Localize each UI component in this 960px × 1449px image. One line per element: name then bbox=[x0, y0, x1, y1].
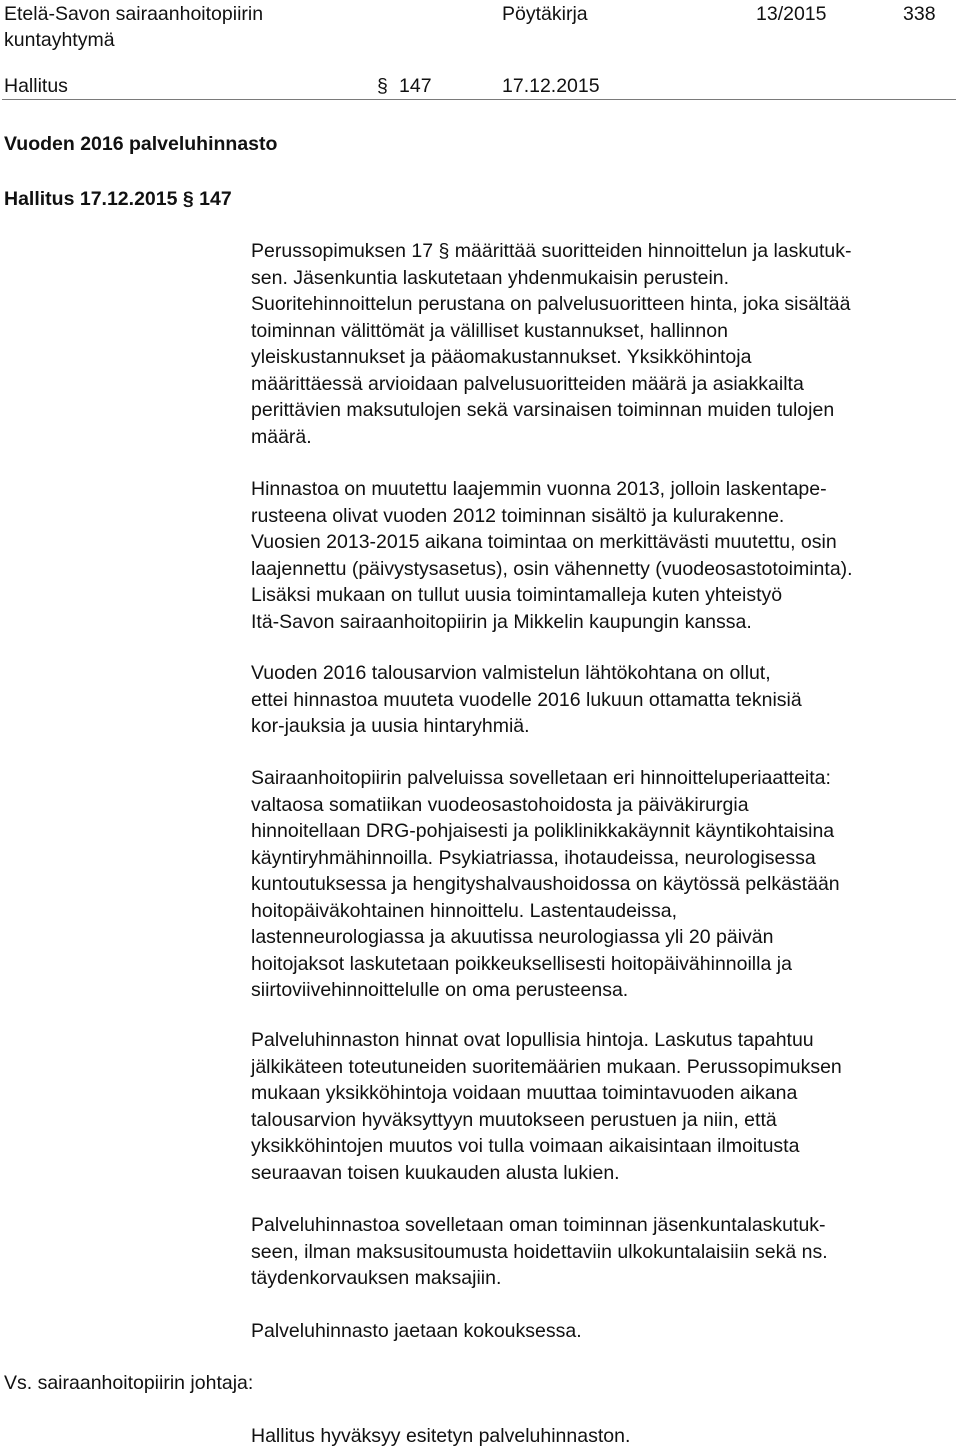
text-line: Suoritehinnoittelun perustana on palvelusuoritteen hinta, joka sisältää bbox=[251, 293, 851, 315]
paragraph-7 bbox=[251, 1318, 941, 1345]
document-number: 13/2015 bbox=[756, 3, 827, 25]
page-title: Vuoden 2016 palveluhinnasto bbox=[4, 133, 278, 155]
text-line: kor-jauksia ja uusia hintaryhmiä. bbox=[251, 715, 530, 737]
text-line: toiminnan välittömät ja välilliset kustannukset, hallinnon bbox=[251, 319, 728, 342]
text-line: Lisäksi mukaan on tullut uusia toimintamalleja kuten yhteistyö bbox=[251, 584, 783, 606]
header-divider bbox=[2, 99, 956, 100]
text-line: Vuoden 2016 talousarvion valmistelun lähtökohtana on ollut, bbox=[251, 662, 771, 684]
text-line: käyntiryhmähinnoilla. Psykiatriassa, ihotaudeissa, neurologisessa bbox=[251, 846, 816, 869]
text-line: Palveluhinnaston hinnat ovat lopullisia hintoja. Laskutus tapahtuu bbox=[251, 1029, 814, 1051]
text-line: perittävien maksutulojen sekä varsinaisen toiminnan muiden tulojen bbox=[251, 399, 835, 421]
text-line: siirtoviivehinnoittelulle on oma perusteensa. bbox=[251, 979, 629, 1001]
text-line: määrä. bbox=[251, 425, 312, 448]
paragraph-6 bbox=[251, 1212, 941, 1292]
text-line: jälkikäteen toteutuneiden suoritemäärien mukaan. Perussopimuksen bbox=[251, 1055, 842, 1078]
text-line: laajennettu (päivystysasetus), osin vähennetty (vuodeosastotoiminta). bbox=[251, 557, 853, 580]
text-line: Hinnastoa on muutettu laajemmin vuonna 2013, jolloin laskentape- bbox=[251, 478, 827, 500]
text-line: Palveluhinnasto jaetaan kokouksessa. bbox=[251, 1320, 582, 1342]
text-line: mukaan yksikköhintoja voidaan muuttaa toimintavuoden aikana bbox=[251, 1082, 798, 1104]
paragraph-3 bbox=[251, 660, 941, 740]
text-line: Perussopimuksen 17 § määrittää suoritteiden hinnoittelun ja laskutuk- bbox=[251, 240, 852, 262]
text-line: yleiskustannukset ja pääomakustannukset. Yksikköhintoja bbox=[251, 346, 752, 368]
paragraph-5 bbox=[251, 1027, 941, 1186]
text-line: talousarvion hyväksyttyyn muutokseen perustuen ja niin, että bbox=[251, 1108, 777, 1131]
text-line: seen, ilman maksusitoumusta hoidettaviin ulkokuntalaisiin sekä ns. bbox=[251, 1240, 828, 1263]
text-line: sen. Jäsenkuntia laskutetaan yhdenmukaisin perustein. bbox=[251, 266, 730, 289]
text-line: Itä-Savon sairaanhoitopiirin ja Mikkelin kaupungin kanssa. bbox=[251, 610, 752, 633]
text-line: täydenkorvauksen maksajiin. bbox=[251, 1267, 502, 1289]
paragraph-2 bbox=[251, 476, 941, 635]
text-line: hoitojaksot laskutetaan poikkeuksellisesti hoitopäivähinnoilla ja bbox=[251, 952, 792, 975]
meeting-date: 17.12.2015 bbox=[502, 75, 600, 97]
text-line: Vuosien 2013-2015 aikana toimintaa on merkittävästi muutettu, osin bbox=[251, 531, 837, 553]
proposal-label: Vs. sairaanhoitopiirin johtaja: bbox=[4, 1372, 254, 1394]
page-number: 338 bbox=[903, 3, 936, 25]
proposal-text: Hallitus hyväksyy esitetyn palveluhinnaston. bbox=[251, 1425, 631, 1447]
org-name-line2: kuntayhtymä bbox=[4, 29, 115, 51]
text-line: seuraavan toisen kuukauden alusta lukien. bbox=[251, 1161, 620, 1184]
text-line: ettei hinnastoa muuteta vuodelle 2016 lukuun ottamatta teknisiä bbox=[251, 688, 802, 711]
text-line: Palveluhinnastoa sovelletaan oman toiminnan jäsenkuntalaskutuk- bbox=[251, 1214, 826, 1236]
text-line: hinnoitellaan DRG-pohjaisesti ja poliklinikkakäynnit käyntikohtaisina bbox=[251, 820, 835, 842]
meeting-body: Hallitus bbox=[4, 75, 68, 97]
text-line: Sairaanhoitopiirin palveluissa sovelletaan eri hinnoitteluperiaatteita: bbox=[251, 767, 831, 789]
text-line: lastenneurologiassa ja akuutissa neurologiassa yli 20 päivän bbox=[251, 926, 774, 948]
paragraph-1 bbox=[251, 238, 941, 450]
text-line: määrittäessä arvioidaan palvelusuoritteiden määrä ja asiakkailta bbox=[251, 372, 804, 395]
text-line: hoitopäiväkohtainen hinnoittelu. Lastentaudeissa, bbox=[251, 899, 678, 922]
text-line: kuntoutuksessa ja hengityshalvaushoidossa on käytössä pelkästään bbox=[251, 873, 840, 895]
text-line: valtaosa somatiikan vuodeosastohoidosta ja päiväkirurgia bbox=[251, 793, 749, 816]
subheading: Hallitus 17.12.2015 § 147 bbox=[4, 188, 232, 210]
text-line: yksikköhintojen muutos voi tulla voimaan aikaisintaan ilmoitusta bbox=[251, 1135, 800, 1157]
paragraph-4 bbox=[251, 765, 941, 1004]
document-type: Pöytäkirja bbox=[502, 3, 588, 25]
text-line: rusteena olivat vuoden 2012 toiminnan sisältö ja kulurakenne. bbox=[251, 504, 785, 527]
section-symbol: § bbox=[377, 75, 388, 97]
section-number: 147 bbox=[399, 75, 432, 97]
org-name-line1: Etelä-Savon sairaanhoitopiirin bbox=[4, 3, 264, 25]
